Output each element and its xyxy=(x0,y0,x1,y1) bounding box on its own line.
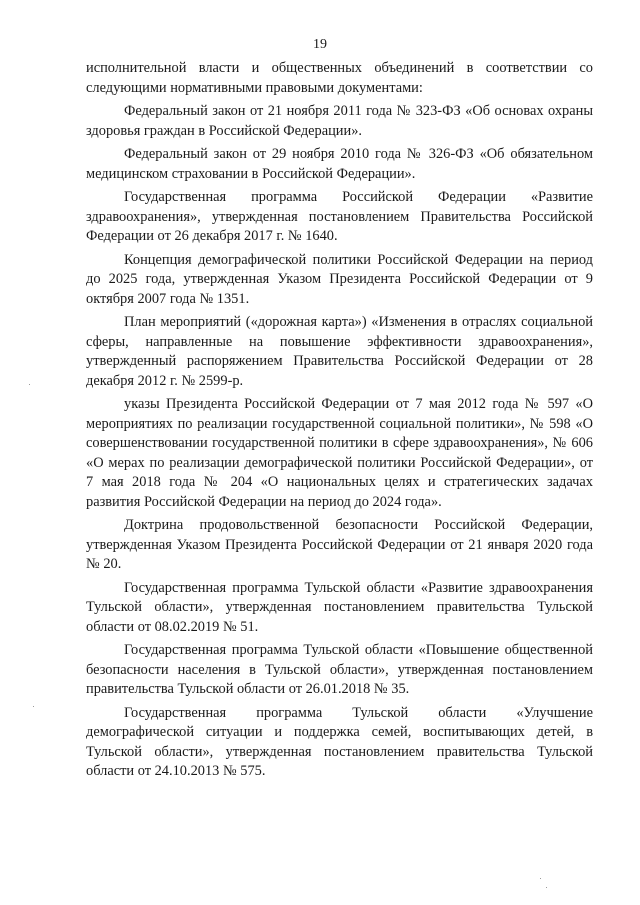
paragraph-roadmap: План мероприятий («дорожная карта») «Изменения в отраслях социальной сферы, направленные на повышение эффективности здравоохранения», утвержденный распоряжением Правительства Российской Федерации от 28 декабря 2012 г. № 2599-р. xyxy=(86,314,593,389)
paragraph-tula-demography-program: Государственная программа Тульской области «Улучшение демографической ситуации и поддержка семей, воспитывающих детей, в Тульской области», утвержденная постановлением правительства Тульской области от 24.10.2013 № 575. xyxy=(86,704,593,779)
scan-speck xyxy=(546,887,547,888)
paragraph-law-323: Федеральный закон от 21 ноября 2011 года № 323-ФЗ «Об основах охраны здоровья граждан в Российской Федерации». xyxy=(86,103,593,139)
paragraph-presidential-decrees: указы Президента Российской Федерации от 7 мая 2012 года № 597 «О мероприятиях по реализации государственной социальной политики», № 598 «О совершенствовании государственной политики в сфере здравоохранения», № 606 «О мерах по реализации демографической политики Российской Федерации», от 7 мая 2018 года № 204 «О национальных целях и стратегических задачах развития Российской Федерации на период до 2024 года». xyxy=(86,396,593,510)
scan-speck xyxy=(29,384,30,385)
paragraph-intro: исполнительной власти и общественных объединений в соответствии со следующими нормативными правовыми документами: xyxy=(86,60,593,96)
paragraph-tula-healthcare-program: Государственная программа Тульской области «Развитие здравоохранения Тульской области», утвержденная постановлением правительства Тульской области от 08.02.2019 № 51. xyxy=(86,579,593,635)
scan-speck xyxy=(540,878,541,879)
paragraph-law-326: Федеральный закон от 29 ноября 2010 года № 326-ФЗ «Об обязательном медицинском страховании в Российской Федерации». xyxy=(86,146,593,182)
paragraph-tula-safety-program: Государственная программа Тульской области «Повышение общественной безопасности населения в Тульской области», утвержденная постановлением правительства Тульской области от 26.01.2018 № 35. xyxy=(86,642,593,697)
scan-speck xyxy=(33,706,34,707)
document-body xyxy=(86,59,593,786)
page-number: 19 xyxy=(313,37,327,52)
paragraph-program-healthcare: Государственная программа Российской Федерации «Развитие здравоохранения», утвержденная постановлением Правительства Российской Федерации от 26 декабря 2017 г. № 1640. xyxy=(86,189,593,244)
paragraph-food-security-doctrine: Доктрина продовольственной безопасности Российской Федерации, утвержденная Указом Президента Российской Федерации от 21 января 2020 года № 20. xyxy=(86,517,593,572)
paragraph-demographic-concept: Концепция демографической политики Российской Федерации на период до 2025 года, утвержденная Указом Президента Российской Федерации от 9 октября 2007 года № 1351. xyxy=(86,251,593,307)
